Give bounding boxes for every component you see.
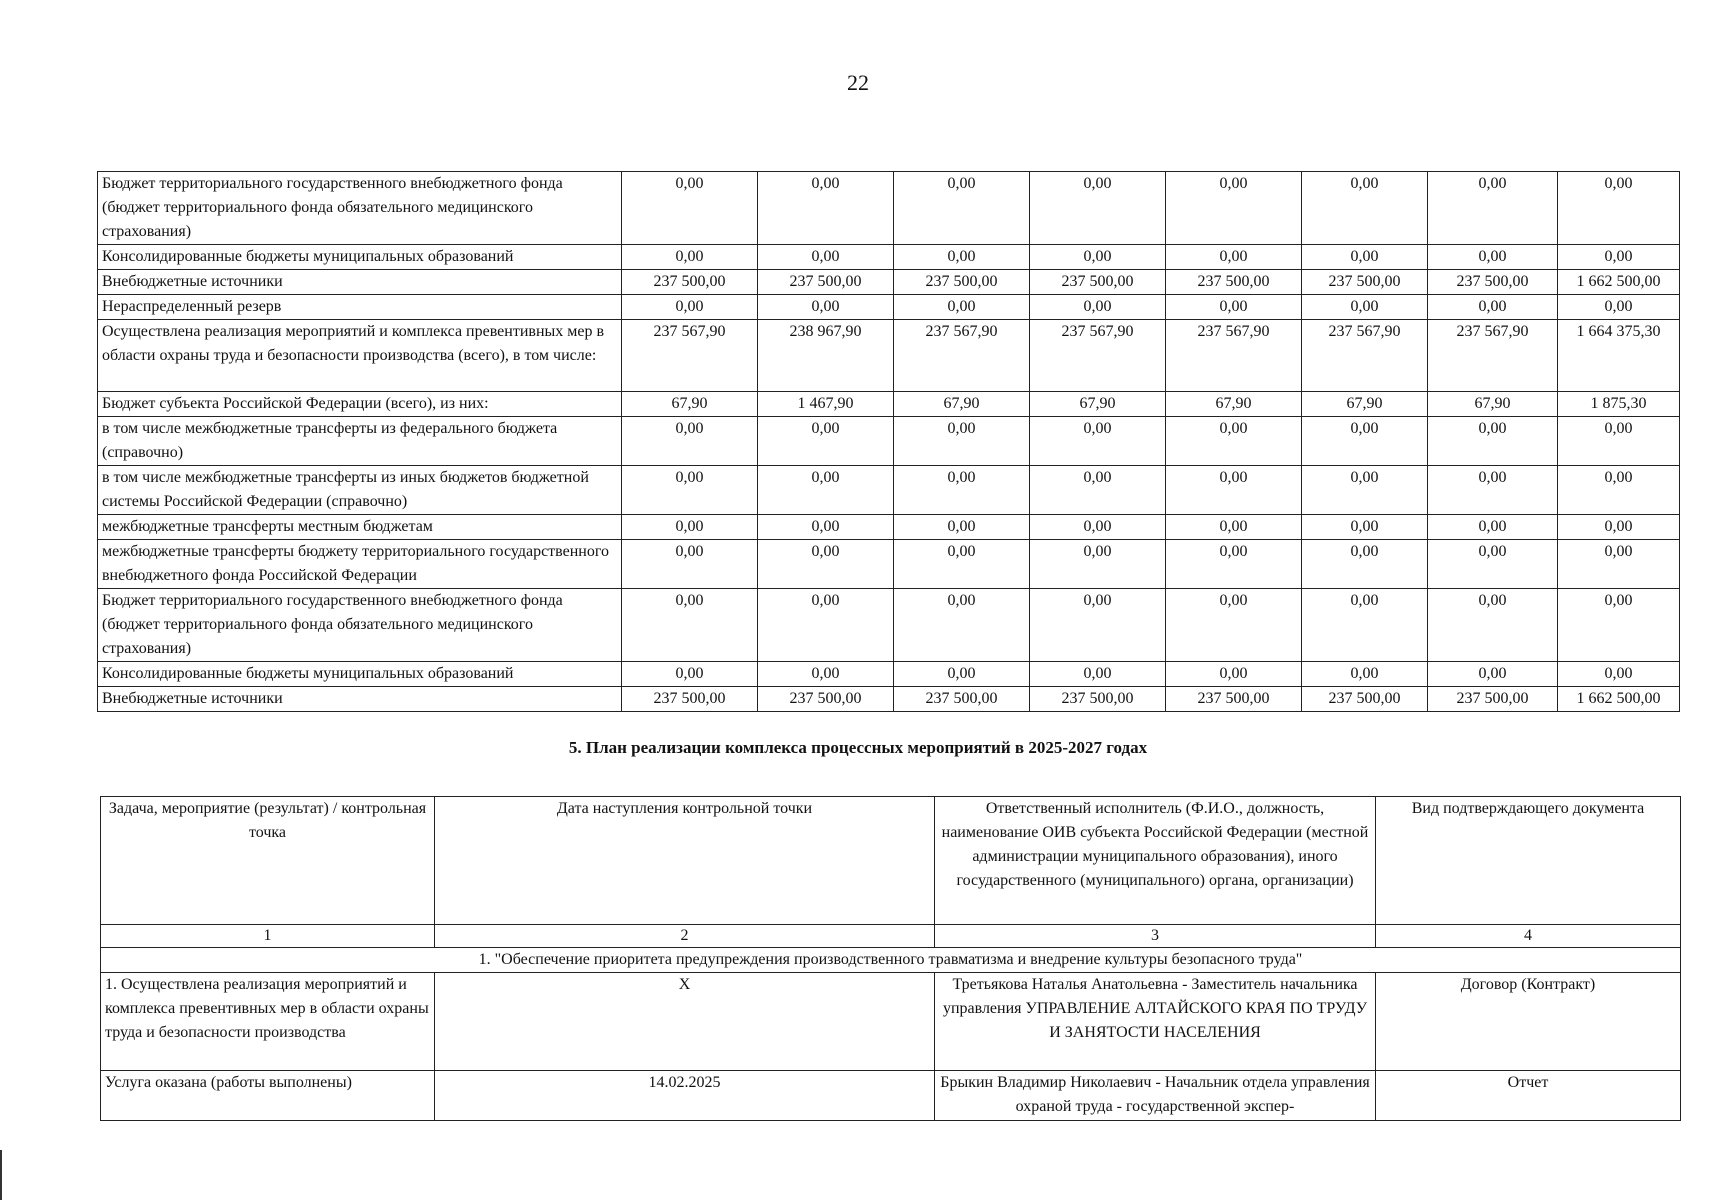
- row-label: Осуществлена реализация мероприятий и комплекса превентивных мер в области охраны труда и безопасности производства (всего), в том числе:: [98, 320, 622, 392]
- row-value: 0,00: [1428, 662, 1558, 687]
- row-value: 67,90: [894, 392, 1030, 417]
- row-value: 237 500,00: [758, 687, 894, 712]
- row-value: 0,00: [1166, 515, 1302, 540]
- row-label: в том числе межбюджетные трансферты из иных бюджетов бюджетной системы Российской Федерации (справочно): [98, 466, 622, 515]
- row-value: 0,00: [1166, 540, 1302, 589]
- row-responsible: Третьякова Наталья Анатольевна - Заместитель начальника управления УПРАВЛЕНИЕ АЛТАЙСКОГО КРАЯ ПО ТРУДУ И ЗАНЯТОСТИ НАСЕЛЕНИЯ: [935, 973, 1376, 1071]
- row-value: 0,00: [894, 172, 1030, 245]
- row-value: 0,00: [1302, 515, 1428, 540]
- row-value: 0,00: [1302, 540, 1428, 589]
- table-row: [98, 417, 1680, 466]
- row-value: 1 875,30: [1558, 392, 1680, 417]
- section-title: 5. План реализации комплекса процессных мероприятий в 2025-2027 годах: [568, 738, 1148, 757]
- row-value: 67,90: [1166, 392, 1302, 417]
- table-row: [98, 172, 1680, 245]
- row-value: 237 567,90: [1428, 320, 1558, 392]
- table-row: [98, 245, 1680, 270]
- row-responsible: Брыкин Владимир Николаевич - Начальник отдела управления охраной труда - государственной экспер-: [935, 1071, 1376, 1121]
- plan-number-row: [101, 925, 1681, 948]
- row-value: 0,00: [1428, 540, 1558, 589]
- row-label: межбюджетные трансферты местным бюджетам: [98, 515, 622, 540]
- column-number: 3: [935, 925, 1376, 948]
- row-value: 1 664 375,30: [1558, 320, 1680, 392]
- row-value: 237 500,00: [1302, 270, 1428, 295]
- row-value: 0,00: [1166, 466, 1302, 515]
- row-value: 0,00: [622, 540, 758, 589]
- column-number: 4: [1376, 925, 1681, 948]
- table-row: [98, 540, 1680, 589]
- page-number: 22: [847, 70, 869, 95]
- row-value: 0,00: [1428, 515, 1558, 540]
- table-row: [98, 320, 1680, 392]
- row-value: 0,00: [622, 295, 758, 320]
- row-label: Бюджет территориального государственного внебюджетного фонда (бюджет территориального фонда обязательного медицинского страхования): [98, 172, 622, 245]
- plan-task-row: [101, 948, 1681, 973]
- row-value: 0,00: [1166, 417, 1302, 466]
- row-label: Внебюджетные источники: [98, 687, 622, 712]
- table-row: [101, 1071, 1681, 1121]
- row-value: 0,00: [1302, 172, 1428, 245]
- row-value: 0,00: [1558, 172, 1680, 245]
- row-value: 0,00: [1166, 172, 1302, 245]
- row-value: 0,00: [1428, 589, 1558, 662]
- row-value: 0,00: [1166, 295, 1302, 320]
- row-value: 237 500,00: [894, 270, 1030, 295]
- row-label: Внебюджетные источники: [98, 270, 622, 295]
- row-value: 0,00: [758, 589, 894, 662]
- row-date: X: [435, 973, 935, 1071]
- row-label: межбюджетные трансферты бюджету территориального государственного внебюджетного фонда Российской Федерации: [98, 540, 622, 589]
- row-value: 0,00: [622, 662, 758, 687]
- row-value: 237 567,90: [622, 320, 758, 392]
- table-row: [98, 515, 1680, 540]
- header-task: Задача, мероприятие (результат) / контрольная точка: [101, 797, 435, 925]
- row-value: 0,00: [1030, 466, 1166, 515]
- row-value: 0,00: [1030, 417, 1166, 466]
- row-value: 0,00: [1558, 515, 1680, 540]
- row-value: 237 500,00: [622, 687, 758, 712]
- header-document: Вид подтверждающего документа: [1376, 797, 1681, 925]
- row-value: 0,00: [622, 417, 758, 466]
- row-value: 237 500,00: [1302, 687, 1428, 712]
- column-number: 2: [435, 925, 935, 948]
- row-value: 237 500,00: [1166, 270, 1302, 295]
- row-document: Договор (Контракт): [1376, 973, 1681, 1071]
- table-row: [98, 295, 1680, 320]
- row-value: 0,00: [1558, 295, 1680, 320]
- row-value: 0,00: [758, 515, 894, 540]
- row-value: 0,00: [1428, 466, 1558, 515]
- row-value: 0,00: [758, 172, 894, 245]
- row-value: 0,00: [1166, 245, 1302, 270]
- row-value: 0,00: [894, 662, 1030, 687]
- plan-table: [100, 796, 1681, 1121]
- row-value: 67,90: [1302, 392, 1428, 417]
- row-value: 0,00: [1302, 417, 1428, 466]
- row-label: Консолидированные бюджеты муниципальных образований: [98, 245, 622, 270]
- row-value: 0,00: [758, 662, 894, 687]
- row-value: 67,90: [1428, 392, 1558, 417]
- row-value: 0,00: [1558, 245, 1680, 270]
- table-row: [98, 589, 1680, 662]
- header-responsible: Ответственный исполнитель (Ф.И.О., должность, наименование ОИВ субъекта Российской Федерации (местной администрации муниципального образования), иного государственного (муниципального) органа, организации): [935, 797, 1376, 925]
- row-value: 0,00: [1558, 662, 1680, 687]
- row-value: 0,00: [1302, 466, 1428, 515]
- row-value: 0,00: [894, 589, 1030, 662]
- row-value: 0,00: [1030, 662, 1166, 687]
- row-value: 0,00: [758, 245, 894, 270]
- row-value: 0,00: [1030, 589, 1166, 662]
- row-value: 0,00: [1558, 466, 1680, 515]
- row-label: Бюджет территориального государственного внебюджетного фонда (бюджет территориального фонда обязательного медицинского страхования): [98, 589, 622, 662]
- table-row: [98, 392, 1680, 417]
- row-value: 0,00: [622, 589, 758, 662]
- row-value: 0,00: [1302, 245, 1428, 270]
- row-value: 0,00: [758, 466, 894, 515]
- row-document: Отчет: [1376, 1071, 1681, 1121]
- row-value: 0,00: [894, 295, 1030, 320]
- row-value: 237 500,00: [1166, 687, 1302, 712]
- row-value: 0,00: [894, 515, 1030, 540]
- row-value: 0,00: [1030, 295, 1166, 320]
- row-value: 0,00: [894, 466, 1030, 515]
- row-value: 0,00: [758, 417, 894, 466]
- row-value: 0,00: [1428, 295, 1558, 320]
- row-value: 67,90: [1030, 392, 1166, 417]
- row-value: 0,00: [1166, 662, 1302, 687]
- row-value: 237 500,00: [1030, 270, 1166, 295]
- row-value: 0,00: [622, 466, 758, 515]
- row-value: 237 567,90: [1302, 320, 1428, 392]
- row-value: 0,00: [894, 245, 1030, 270]
- row-value: 0,00: [1030, 245, 1166, 270]
- row-value: 237 500,00: [1030, 687, 1166, 712]
- row-value: 237 500,00: [758, 270, 894, 295]
- row-label: в том числе межбюджетные трансферты из федерального бюджета (справочно): [98, 417, 622, 466]
- row-task: 1. Осуществлена реализация мероприятий и комплекса превентивных мер в области охраны труда и безопасности производства: [101, 973, 435, 1071]
- row-label: Консолидированные бюджеты муниципальных образований: [98, 662, 622, 687]
- row-value: 1 662 500,00: [1558, 270, 1680, 295]
- row-value: 0,00: [622, 515, 758, 540]
- row-value: 0,00: [1030, 515, 1166, 540]
- task-title: 1. "Обеспечение приоритета предупреждения производственного травматизма и внедрение культуры безопасного труда": [101, 948, 1681, 973]
- row-value: 237 500,00: [1428, 687, 1558, 712]
- row-date: 14.02.2025: [435, 1071, 935, 1121]
- scan-edge-mark: [0, 1150, 6, 1200]
- row-value: 237 567,90: [1166, 320, 1302, 392]
- row-label: Бюджет субъекта Российской Федерации (всего), из них:: [98, 392, 622, 417]
- row-value: 0,00: [894, 417, 1030, 466]
- plan-header-row: [101, 797, 1681, 925]
- row-value: 0,00: [1428, 417, 1558, 466]
- row-value: 237 500,00: [894, 687, 1030, 712]
- row-value: 1 467,90: [758, 392, 894, 417]
- row-value: 0,00: [758, 540, 894, 589]
- row-task: Услуга оказана (работы выполнены): [101, 1071, 435, 1121]
- row-value: 0,00: [1558, 540, 1680, 589]
- row-value: 0,00: [1302, 589, 1428, 662]
- row-value: 0,00: [1166, 589, 1302, 662]
- row-value: 0,00: [1030, 540, 1166, 589]
- row-value: 0,00: [1428, 172, 1558, 245]
- table-row: [101, 973, 1681, 1071]
- row-value: 237 500,00: [622, 270, 758, 295]
- row-value: 0,00: [1030, 172, 1166, 245]
- row-value: 0,00: [1428, 245, 1558, 270]
- row-value: 0,00: [622, 172, 758, 245]
- row-value: 0,00: [1558, 589, 1680, 662]
- table-row: [98, 687, 1680, 712]
- row-value: 0,00: [622, 245, 758, 270]
- row-value: 0,00: [758, 295, 894, 320]
- table-row: [98, 270, 1680, 295]
- row-value: 238 967,90: [758, 320, 894, 392]
- row-value: 237 567,90: [894, 320, 1030, 392]
- row-value: 67,90: [622, 392, 758, 417]
- row-value: 0,00: [1558, 417, 1680, 466]
- header-date: Дата наступления контрольной точки: [435, 797, 935, 925]
- row-value: 237 500,00: [1428, 270, 1558, 295]
- table-row: [98, 662, 1680, 687]
- column-number: 1: [101, 925, 435, 948]
- row-value: 1 662 500,00: [1558, 687, 1680, 712]
- row-label: Нераспределенный резерв: [98, 295, 622, 320]
- row-value: 237 567,90: [1030, 320, 1166, 392]
- row-value: 0,00: [894, 540, 1030, 589]
- row-value: 0,00: [1302, 295, 1428, 320]
- finance-table: [97, 171, 1680, 712]
- row-value: 0,00: [1302, 662, 1428, 687]
- table-row: [98, 466, 1680, 515]
